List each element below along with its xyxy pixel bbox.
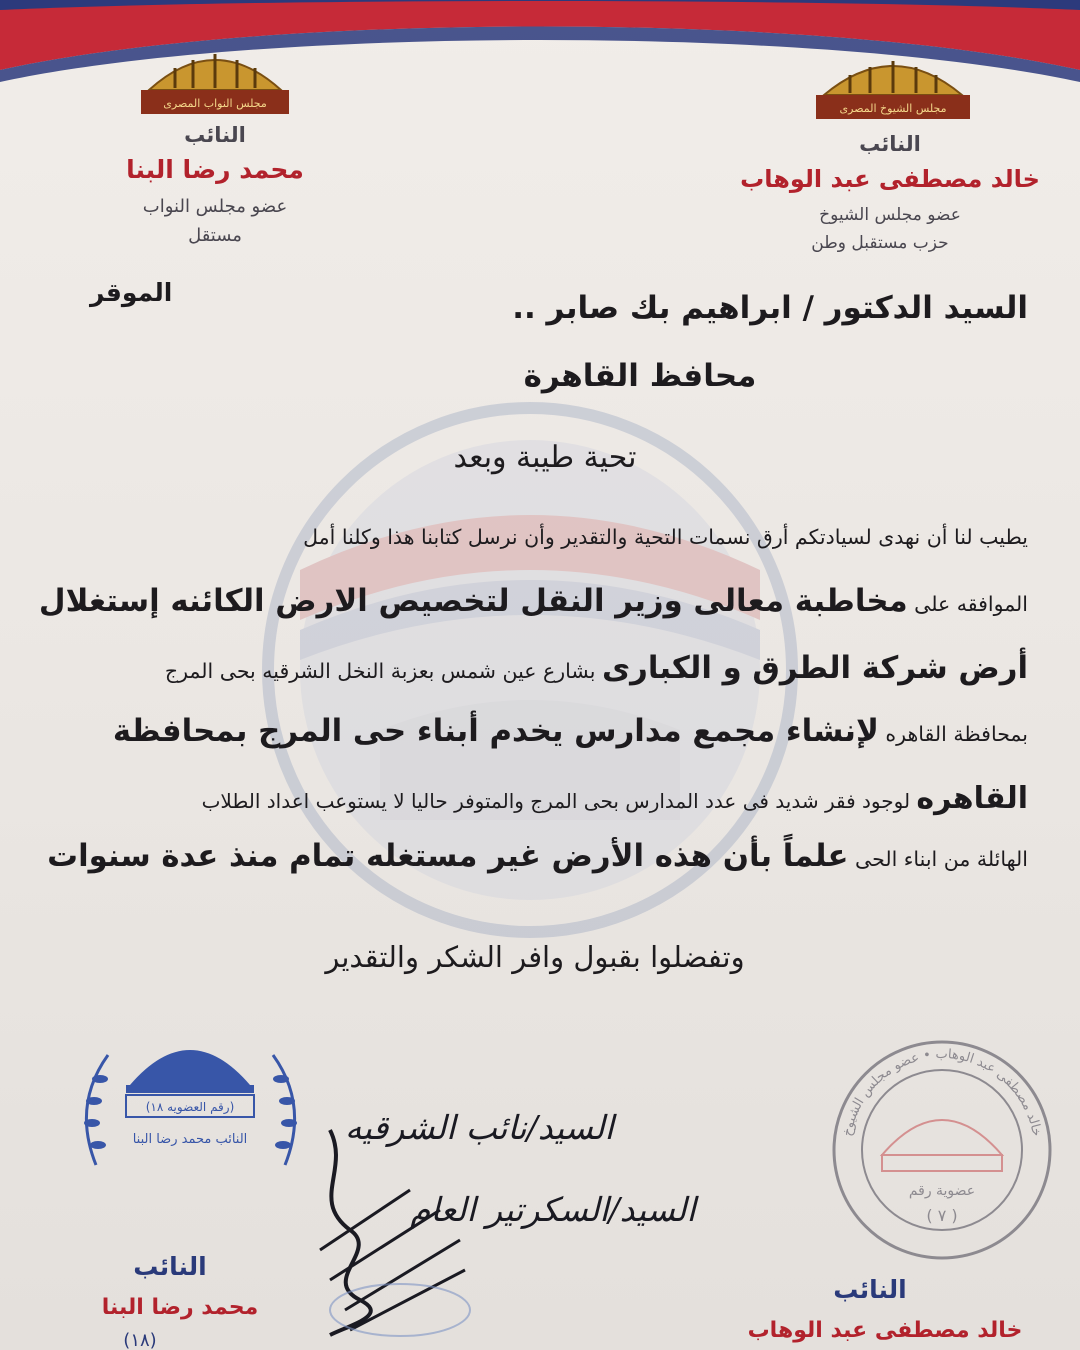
right-stamp-label: عضوية رقم [908, 1183, 976, 1199]
parliament-emblem-left [135, 38, 295, 118]
closing-line: وتفضلوا بقبول وافر الشكر والتقدير [325, 940, 745, 974]
body-line-2 [38, 583, 1028, 619]
emblem-caption-right: مجلس الشيوخ المصرى [839, 102, 947, 115]
body-text: الموافقه على [907, 592, 1028, 616]
honorific: الموقر [90, 278, 173, 307]
right-mp-title: النائب [859, 132, 921, 156]
addressee-position: محافظ القاهرة [523, 358, 757, 394]
right-mp-role: عضو مجلس الشيوخ [819, 205, 961, 225]
footer-left-title: النائب [133, 1252, 207, 1281]
senate-emblem-right [808, 45, 978, 123]
svg-text:خالد مصطفى عبد الوهاب • عضو مج [840, 1047, 1044, 1138]
right-stamp-number: ( ٧ ) [926, 1206, 958, 1225]
signature [290, 1110, 490, 1340]
emphasis-text: لإنشاء مجمع مدارس يخدم أبناء حى المرج بمحافظة [112, 713, 879, 749]
left-stamp [68, 1015, 313, 1195]
emphasis-text: مخاطبة معالى وزير النقل لتخصيص الارض الكائنه إستغلال [38, 583, 908, 619]
right-stamp [820, 1035, 1065, 1265]
emphasis-text: أرض شركة الطرق و الكبارى [601, 650, 1028, 686]
right-stamp-ring-text: خالد مصطفى عبد الوهاب • عضو مجلس الشيوخ [840, 1046, 1044, 1138]
body-text: لوجود فقر شديد فى عدد المدارس بحى المرج والمتوفر حاليا لا يستوعب اعداد الطلاب [201, 789, 917, 813]
body-text: الهائلة من ابناء الحى [848, 847, 1028, 871]
body-line-5 [38, 781, 1028, 816]
body-text: بمحافظة القاهره [878, 722, 1028, 746]
left-mp-role: عضو مجلس النواب [142, 196, 288, 217]
handwritten-note-1: السيد/نائب الشرقيه [345, 1108, 614, 1147]
left-mp-name: محمد رضا البنا [126, 155, 304, 184]
body-line-3 [38, 650, 1028, 686]
footer-left-membership: (١٨) [123, 1330, 157, 1350]
body-line-1 [38, 525, 1028, 549]
footer-left-name: محمد رضا البنا [101, 1295, 259, 1320]
left-stamp-ring-text: النائب محمد رضا البنا [132, 1132, 248, 1147]
right-mp-party: حزب مستقبل وطن [811, 233, 949, 253]
body-text: بشارع عين شمس بعزبة النخل الشرقيه بحى المرج [164, 659, 602, 683]
greeting: تحية طيبة وبعد [453, 440, 637, 475]
left-mp-party: مستقل [188, 225, 242, 246]
right-mp-name: خالد مصطفى عبد الوهاب [740, 165, 1040, 193]
body-text: يطيب لنا أن نهدى لسيادتكم أرق نسمات التحية والتقدير وأن نرسل كتابنا هذا وكلنا أمل [303, 525, 1028, 549]
footer-right-title: النائب [833, 1275, 907, 1304]
body-line-6 [38, 838, 1028, 874]
emphasis-text: القاهره [916, 781, 1028, 816]
emphasis-text: علماً بأن هذه الأرض غير مستغله تمام منذ عدة سنوات [47, 838, 849, 874]
handwritten-note-2: السيد/السكرتير العام [410, 1190, 696, 1229]
body-line-4 [38, 713, 1028, 749]
addressee-line: السيد الدكتور / ابراهيم بك صابر .. [512, 290, 1028, 326]
left-mp-title: النائب [184, 123, 246, 147]
left-stamp-inner-text: (رقم العضويه ١٨) [145, 1100, 235, 1114]
emblem-caption-left: مجلس النواب المصرى [163, 97, 267, 110]
footer-right-name: خالد مصطفى عبد الوهاب [747, 1318, 1023, 1343]
